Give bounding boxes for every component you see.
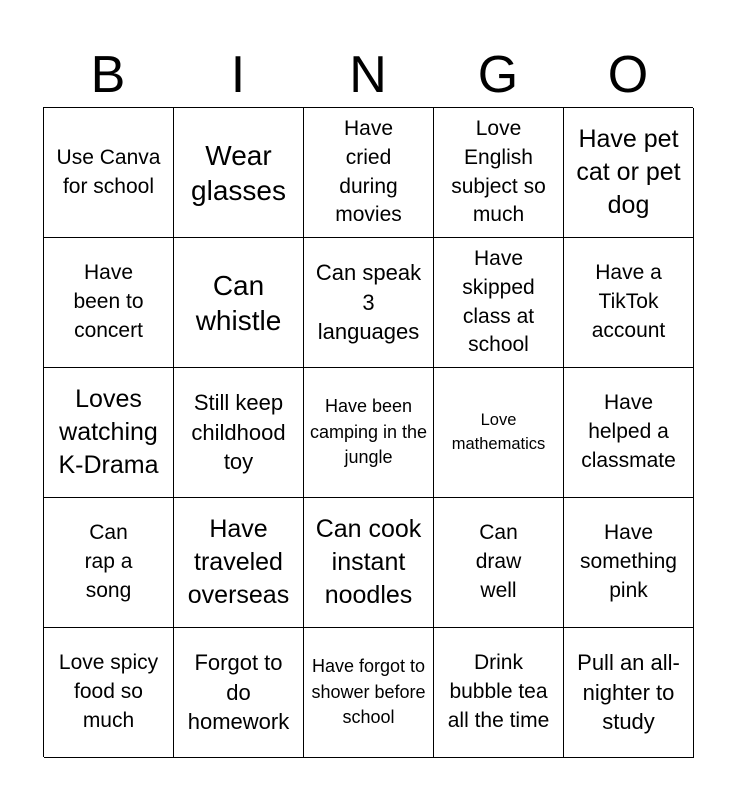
cell-text: Have forgot to shower before school	[311, 655, 426, 728]
bingo-cell[interactable]	[304, 238, 434, 368]
bingo-header	[43, 44, 693, 106]
cell-text: Can whistle	[195, 269, 282, 336]
bingo-cell[interactable]	[434, 628, 564, 758]
cell-text: Pull an all-nighter to study	[577, 649, 680, 735]
cell-text: Have pet cat or pet dog	[576, 125, 681, 219]
cell-text: Have been camping in the jungle	[309, 395, 428, 468]
bingo-cell[interactable]	[564, 368, 694, 498]
bingo-cell[interactable]	[44, 108, 174, 238]
cell-text: Have helped a classmate	[581, 391, 676, 472]
header-letter-o: O	[607, 46, 649, 104]
header-letter-n: N	[349, 46, 387, 104]
cell-text: Have traveled overseas	[187, 515, 290, 609]
cell-text: Have a TikTok account	[591, 261, 666, 342]
bingo-cell[interactable]	[304, 368, 434, 498]
header-letter-g: G	[477, 46, 519, 104]
bingo-cell[interactable]	[564, 628, 694, 758]
cell-text: Love spicy food so much	[58, 651, 159, 732]
cell-text: Use Canva for school	[56, 145, 161, 198]
bingo-cell[interactable]	[44, 238, 174, 368]
cell-text: Have skipped class at school	[462, 246, 535, 357]
bingo-cell[interactable]	[564, 108, 694, 238]
cell-text: Can speak 3 languages	[315, 259, 422, 345]
bingo-cell[interactable]	[304, 498, 434, 628]
cell-text: Drink bubble tea all the time	[447, 651, 550, 732]
bingo-cell[interactable]	[44, 628, 174, 758]
bingo-cell[interactable]	[564, 238, 694, 368]
bingo-cell[interactable]	[564, 498, 694, 628]
cell-text: Have something pink	[580, 521, 677, 602]
header-letter-b: B	[90, 46, 126, 104]
cell-text: Have been to concert	[73, 261, 144, 342]
bingo-cell[interactable]	[44, 368, 174, 498]
bingo-cell[interactable]	[304, 628, 434, 758]
bingo-cell[interactable]	[174, 108, 304, 238]
bingo-cell[interactable]	[174, 628, 304, 758]
cell-text: Still keep childhood toy	[191, 389, 286, 475]
bingo-cell[interactable]	[434, 108, 564, 238]
bingo-cell[interactable]	[434, 238, 564, 368]
bingo-cell[interactable]	[44, 498, 174, 628]
bingo-cell[interactable]	[174, 368, 304, 498]
bingo-board	[43, 107, 693, 757]
bingo-cell[interactable]	[434, 498, 564, 628]
cell-text: Love mathematics	[451, 411, 546, 453]
bingo-cell[interactable]	[434, 368, 564, 498]
bingo-cell[interactable]	[174, 238, 304, 368]
bingo-cell[interactable]	[304, 108, 434, 238]
bingo-cell[interactable]	[174, 498, 304, 628]
cell-text: Can cook instant noodles	[315, 515, 422, 609]
cell-text: Have cried during movies	[335, 116, 402, 227]
cell-text: Wear glasses	[191, 139, 286, 206]
cell-text: Can draw well	[475, 521, 522, 602]
cell-text: Love English subject so much	[451, 116, 546, 227]
cell-text: Can rap a song	[84, 521, 133, 602]
header-letter-i: I	[230, 46, 246, 104]
cell-text: Forgot to do homework	[187, 649, 290, 735]
cell-text: Loves watching K-Drama	[58, 385, 159, 479]
